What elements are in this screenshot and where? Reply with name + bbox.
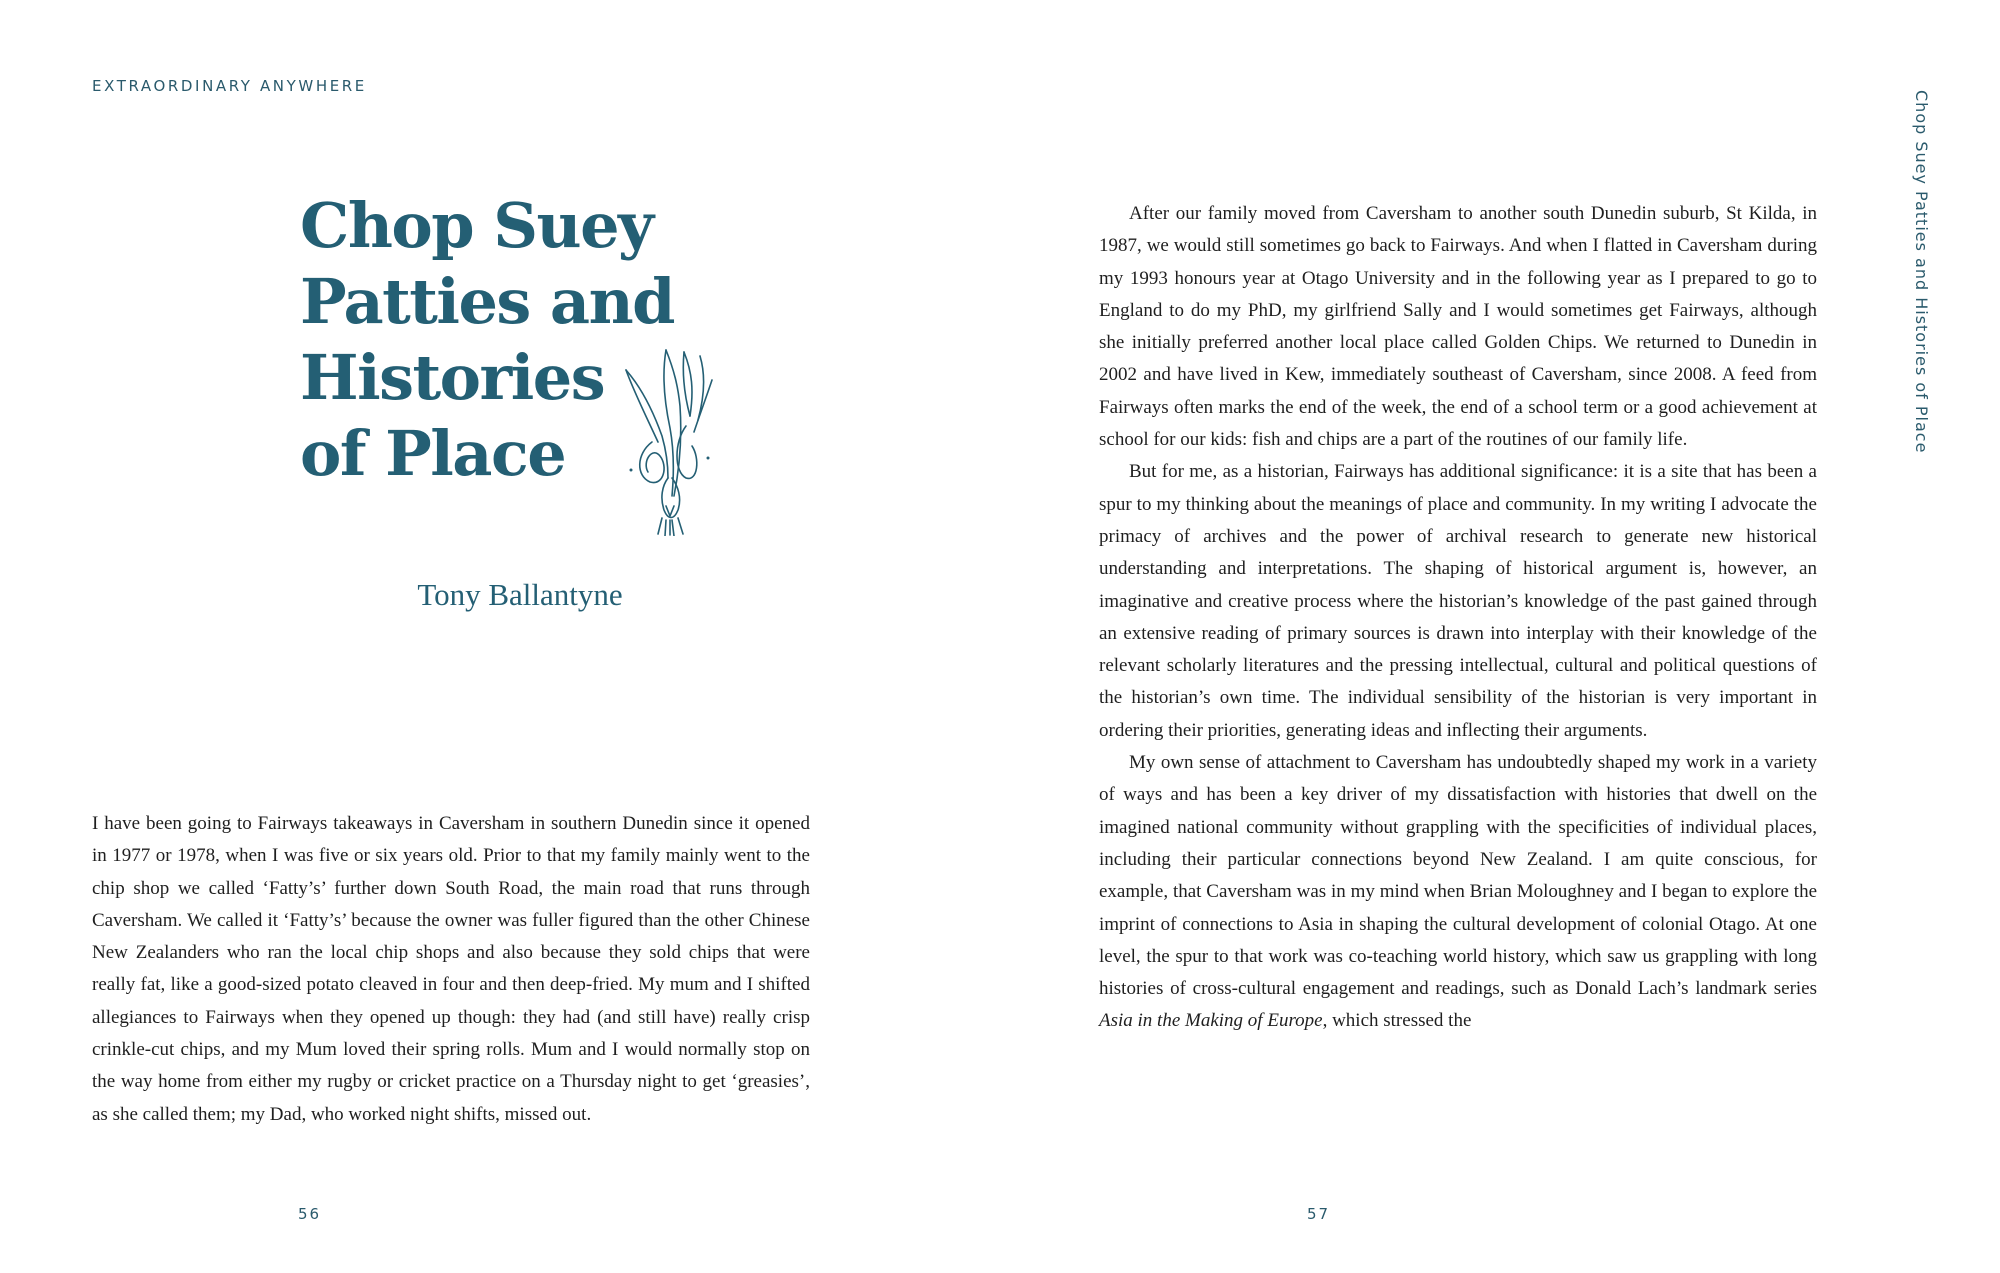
title-line: Patties and <box>300 265 674 338</box>
paragraph-text: , which stressed the <box>1322 1010 1472 1032</box>
running-head-vertical: Chop Suey Patties and Histories of Place <box>1912 90 1931 454</box>
paragraph-text: My own sense of attachment to Caversham has undoubtedly shaped my work in a variety of ways and has been a key driver of my dissatisfaction with histories that dwell on the imagined national community without grappling with the specificities of individual places, including their particular connections beyond New Zealand. I am quite conscious, for example, that Caversham was in my mind when Brian Moloughney and I began to explore the imprint of connections to Asia in shaping the cultural development of colonial Otago. At one level, the spur to that work was co-teaching world history, which saw us grappling with long histories of cross-cultural engagement and readings, such as Donald Lach’s landmark series <box>1099 752 1817 1000</box>
paragraph: But for me, as a historian, Fairways has additional significance: it is a site that has been a spur to my thinking about the meanings of place and community. In my writing I advocate the primacy of archives and the power of archival research to generate new historical understanding and interpretations. The shaping of historical argument is, however, an imaginative and creative process where the historian’s knowledge of the past gained through an extensive reading of primary sources is drawn into interplay with their knowledge of the relevant scholarly literatures and the pressing intellectual, cultural and political questions of the historian’s own time. The individual sensibility of the historian is very important in ordering their priorities, generating ideas and inflecting their arguments. <box>1099 461 1817 741</box>
author-name: Tony Ballantyne <box>417 577 623 612</box>
title-line: Chop Suey <box>300 189 653 262</box>
title-line: Histories <box>300 341 605 414</box>
page-number: 56 <box>298 1205 322 1223</box>
book-title: Asia in the Making of Europe <box>1099 1010 1323 1032</box>
page-number: 57 <box>1307 1205 1331 1223</box>
body-text <box>1099 198 1817 1038</box>
title-line: of Place <box>300 417 566 490</box>
opening-paragraph: I have been going to Fairways takeaways in Caversham in southern Dunedin since it opened in 1977 or 1978, when I was five or six years old. Prior to that my family mainly went to the chip shop we called ‘Fatty’s’ further down South Road, the main road that runs through Caversham. We called it ‘Fatty’s’ because the owner was fuller figured than the other Chinese New Zealanders who ran the local chip shops and also because they sold chips that were really fat, like a good-sized potato cleaved in four and then deep-fried. My mum and I shifted allegiances to Fairways when they opened up though: they had (and still have) really crisp crinkle-cut chips, and my Mum loved their spring rolls. Mum and I would normally stop on the way home from either my rugby or cricket practice on a Thursday night to get ‘greasies’, as she called them; my Dad, who worked night shifts, missed out. <box>92 813 810 1125</box>
paragraph <box>1099 747 1817 1038</box>
paragraph: After our family moved from Caversham to another south Dunedin suburb, St Kilda, in 1987, we would still sometimes go back to Fairways. And when I flatted in Caversham during my 1993 honours year at Otago University and in the following year as I prepared to go to England to do my PhD, my girlfriend Sally and I would sometimes get Fairways, although she initially preferred another local place called Golden Chips. We returned to Dunedin in 2002 and have lived in Kew, immediately southeast of Caversham, since 2008. A feed from Fairways often marks the end of the week, the end of a school term or a good achievement at school for our kids: fish and chips are a part of the routines of our family life. <box>1099 203 1817 451</box>
right-page <box>1000 0 2000 1273</box>
running-head: EXTRAORDINARY ANYWHERE <box>92 77 367 95</box>
spring-onion-illustration <box>622 346 716 536</box>
